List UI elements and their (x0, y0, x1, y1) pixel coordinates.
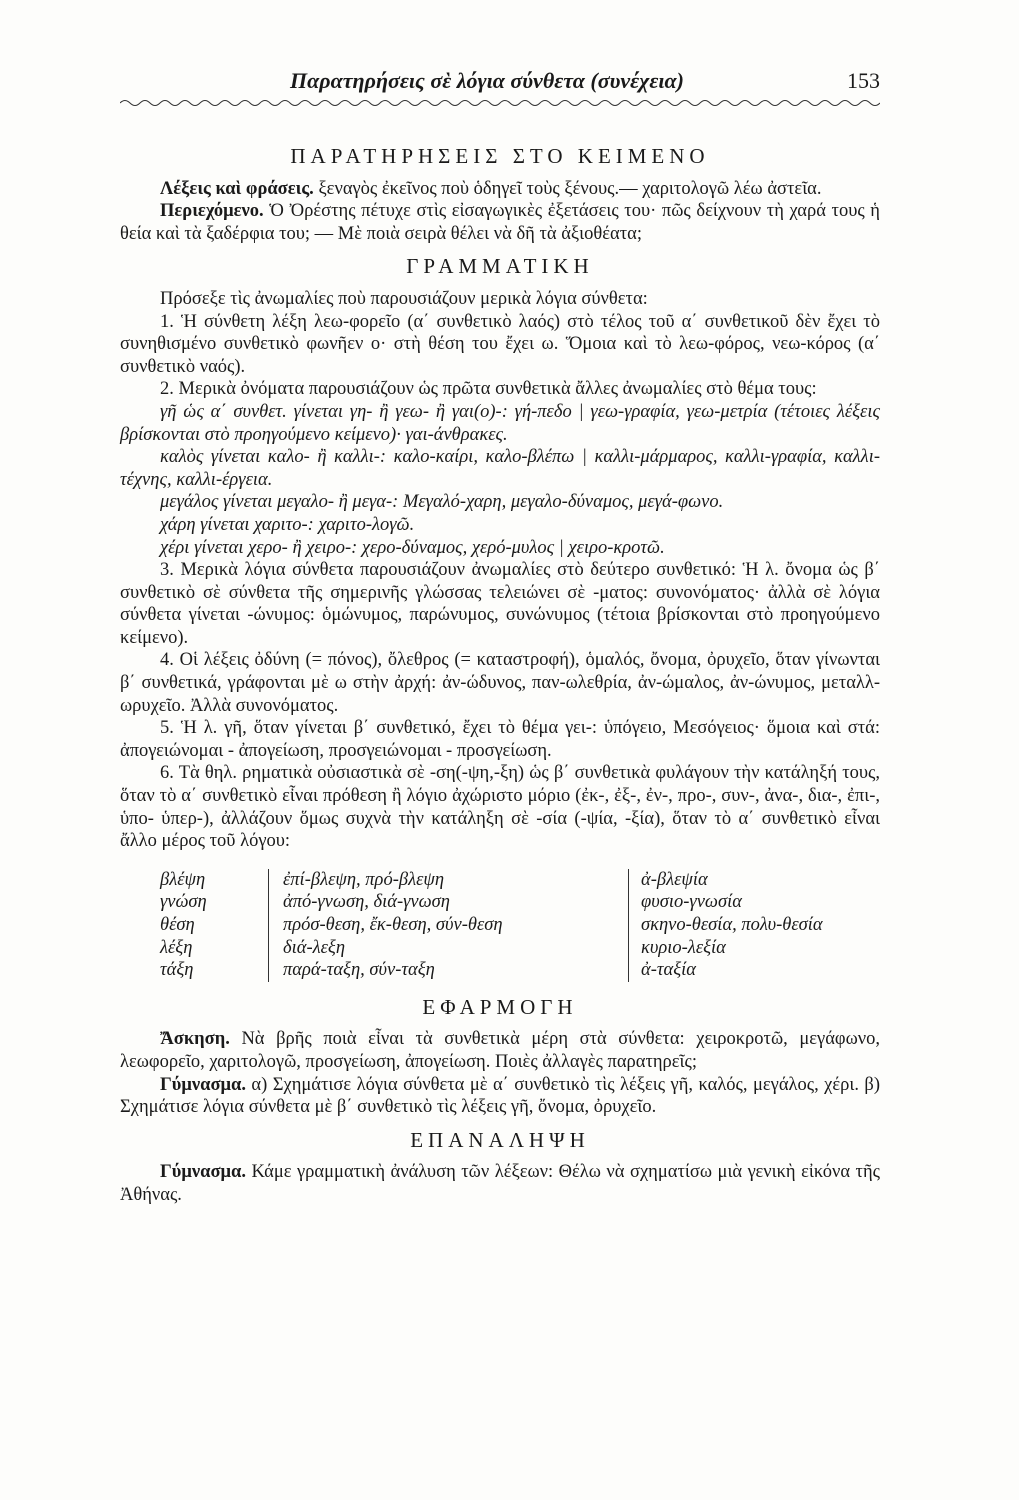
section-heading-observations: ΠΑΡΑΤΗΡΗΣΕΙΣ ΣΤΟ ΚΕΙΜΕΝΟ (290, 144, 710, 168)
label-drill-2: Γύμνασμα. (160, 1162, 246, 1183)
page-number: 153 (847, 68, 880, 93)
table-cell: πρόσ-θεση, ἔκ-θεση, σύν-θεση (283, 915, 503, 935)
table-column-base (160, 869, 269, 982)
example-gi: γῆ ὡς α΄ συνθετ. γίνεται γη- ἢ γεω- ἢ γαι(ο)-: γή-πεδο | γεω-γραφία, γεω-μετρία (τέτοιες λέξεις βρίσκονται στὸ προηγούμενο κείμενο)· γαι-άνθρακες. (120, 401, 880, 445)
paragraph-content (120, 200, 880, 245)
label-exercise: Ἄσκηση. (160, 1029, 230, 1050)
text-drill-2: Κάμε γραμματικὴ ἀνάλυση τῶν λέξεων: Θέλω νὰ σχηματίσω μιὰ γενικὴ εἰκόνα τῆς Ἀθήνας. (120, 1162, 880, 1205)
text-words-phrases: ξεναγὸς ἐκεῖνος ποὺ ὁδηγεῖ τοὺς ξένους.— χαριτολογῶ λέω ἀστεῖα. (313, 178, 822, 199)
table-cell: ἀπό-γνωση, διά-γνωση (283, 892, 450, 913)
running-header (120, 68, 880, 108)
table-cell: θέση (160, 915, 195, 935)
grammar-examples (120, 401, 880, 559)
drill-paragraph-1 (120, 1074, 880, 1119)
table-cell: κυριο-λεξία (641, 937, 726, 958)
text-content: Ὁ Ὀρέστης πέτυχε στὶς εἰσαγωγικὲς ἐξετάσεις του· πῶς δείχνουν τὴ χαρά τους ἡ θεία καὶ τὰ ξαδέρφια του; — Μὲ ποιὰ σειρὰ θέλει νὰ δῆ τὰ ἀξιοθέατα; (120, 201, 880, 244)
text-drill-1: α) Σχημάτισε λόγια σύνθετα μὲ α΄ συνθετικὸ τὶς λέξεις γῆ, καλός, μεγάλος, χέρι. β) Σχημάτισε λόγια σύνθετα μὲ β΄ συνθετικὸ τὶς λέξεις γῆ, ὄνομα, ὀρυχεῖο. (120, 1074, 880, 1118)
label-words-phrases: Λέξεις καὶ φράσεις. (160, 178, 314, 199)
section-heading-application: ΕΦΑΡΜΟΓΗ (422, 994, 578, 1019)
table-cell: γνώση (160, 892, 207, 913)
page-body (120, 135, 880, 1207)
paragraph-words-phrases (120, 178, 880, 201)
table-cell: σκηνο-θεσία, πολυ-θεσία (641, 915, 823, 935)
compound-words-table (160, 869, 880, 982)
grammar-item-4: 4. Οἱ λέξεις ὀδύνη (= πόνος), ὄλεθρος (= καταστροφή), ὁμαλός, ὄνομα, ὀρυχεῖο, ὅταν γίνωνται β΄ συνθετικά, γράφονται μὲ ω στὴν ἀρχή: ἀν-ώδυνος, παν-ωλεθρία, ἀν-ώμαλος, ἀν-ώνυμος, μεταλλ-ωρυχεῖο. Ἀλλὰ συνονόματος. (120, 650, 880, 716)
example-cheri: χέρι γίνεται χερο- ἢ χειρο-: χερο-δύναμος, χερό-μυλος | χειρο-κροτῶ. (160, 537, 665, 558)
table-cell: ἐπί-βλεψη, πρό-βλεψη (283, 869, 445, 890)
label-drill-1: Γύμνασμα. (160, 1074, 246, 1095)
table-cell: διά-λεξη (283, 937, 346, 958)
grammar-item-3: 3. Μερικὰ λόγια σύνθετα παρουσιάζουν ἀνωμαλίες στὸ δεύτερο συνθετικό: Ἡ λ. ὄνομα ὡς β΄ συνθετικὸ σὲ σύνθετα τῆς σημερινῆς γλώσσας τελειώνει σὲ -ματος: συνονόματος· ἀλλὰ σὲ λόγια σύνθετα γίνεται -ώνυμος: ὁμώνυμος, παρώνυμος, συνώνυμος (τέτοια βρίσκονται στὸ προηγούμενο κείμενο). (120, 560, 880, 648)
running-title: Παρατηρήσεις σὲ λόγια σύνθετα (συνέχεια) (290, 68, 684, 93)
table-cell: τάξη (160, 960, 194, 981)
example-chari: χάρη γίνεται χαριτο-: χαριτο-λογῶ. (160, 514, 415, 535)
section-heading-grammar: ΓΡΑΜΜΑΤΙΚΗ (406, 254, 594, 279)
table-cell: λέξη (160, 937, 193, 958)
label-content: Περιεχόμενο. (160, 201, 264, 222)
wavy-rule (120, 98, 880, 108)
table-column-other (629, 869, 823, 982)
drill-paragraph-2 (120, 1161, 880, 1206)
table-cell: φυσιο-γνωσία (641, 892, 742, 913)
text-exercise: Νὰ βρῆς ποιὰ εἶναι τὰ συνθετικὰ μέρη στὰ σύνθετα: χειροκροτῶ, μεγάφωνο, λεωφορεῖο, χαριτολογῶ, προσγείωση, ἀπογείωση. Ποιὲς ἀλλαγὲς παρατηρεῖς; (120, 1029, 880, 1072)
section-heading-revision: ΕΠΑΝΑΛΗΨΗ (410, 1127, 590, 1152)
example-megalos: μεγάλος γίνεται μεγαλο- ἢ μεγα-: Μεγαλό-χαρη, μεγαλο-δύναμος, μεγά-φωνο. (160, 492, 724, 513)
example-kalos: καλὸς γίνεται καλο- ἢ καλλι-: καλο-καίρι, καλο-βλέπω | καλλι-μάρμαρος, καλλι-γραφία, καλλι-τέχνης, καλλι-έργεια. (120, 447, 880, 490)
table-cell: ἀ-βλεψία (641, 869, 708, 890)
table-column-preposition (269, 869, 629, 982)
table-cell: παρά-ταξη, σύν-ταξη (283, 960, 435, 981)
grammar-item-6: 6. Τὰ θηλ. ρηματικὰ οὐσιαστικὰ σὲ -ση(-ψη,-ξη) ὡς β΄ συνθετικὰ φυλάγουν τὴν κατάληξή τους, ὅταν τὸ α΄ συνθετικὸ εἶναι πρόθεση ἢ λόγιο ἀχώριστο μόριο (ἐκ-, ἐξ-, ἐν-, προ-, συν-, ἀνα-, δια-, ἐπι-, ὑπο- ὑπερ-), ἀλλάζουν ὅμως συχνὰ τὴν κατάληξη σὲ -σία (-ψία, -ξία), ὅταν τὸ α΄ συνθετικὸ εἶναι ἄλλο μέρος τοῦ λόγου: (120, 763, 880, 852)
grammar-item-1: 1. Ἡ σύνθετη λέξη λεω-φορεῖο (α΄ συνθετικὸ λαός) στὸ τέλος τοῦ α΄ συνθετικοῦ δὲν ἔχει τὸ συνηθισμένο συνθετικὸ φωνῆεν ο· στὴ θέση του ἔχει ω. Ὅμοια καὶ τὸ λεω-φόρος, νεω-κόρος (α΄ συνθετικὸ ναός). (120, 311, 880, 377)
table-cell: βλέψη (160, 869, 206, 890)
grammar-item-5: 5. Ἡ λ. γῆ, ὅταν γίνεται β΄ συνθετικό, ἔχει τὸ θέμα γει-: ὑπόγειο, Μεσόγειος· ὅμοια καὶ στά: ἀπογειώνομαι - ἀπογείωση, προσγειώνομαι - προσγείωση. (120, 718, 880, 761)
exercise-paragraph (120, 1028, 880, 1073)
table-cell: ἀ-ταξία (641, 960, 696, 981)
grammar-item-2: 2. Μερικὰ ὀνόματα παρουσιάζουν ὡς πρῶτα συνθετικὰ ἄλλες ἀνωμαλίες στὸ θέμα τους: (160, 379, 817, 400)
grammar-intro: Πρόσεξε τὶς ἀνωμαλίες ποὺ παρουσιάζουν μερικὰ λόγια σύνθετα: (160, 288, 648, 309)
